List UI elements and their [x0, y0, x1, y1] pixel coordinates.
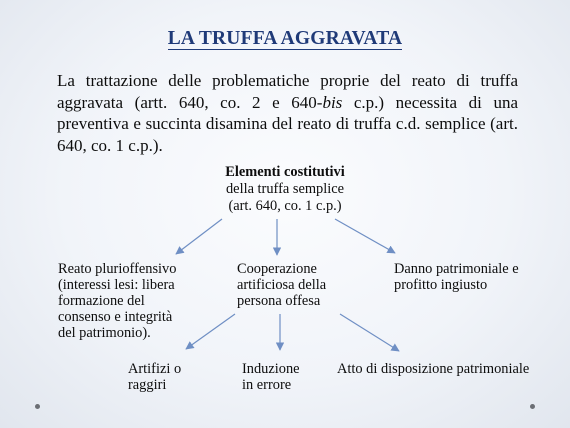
arrow-root-to-right: [335, 219, 395, 253]
root-heading: Elementi costitutivi: [225, 164, 345, 180]
node-danno-line2: profitto ingiusto: [394, 277, 488, 293]
arrow-middle-to-left: [186, 314, 235, 349]
node-cooperazione-line3: persona offesa: [237, 293, 321, 309]
node-artifizi-line2: raggiri: [128, 377, 167, 393]
node-plurioffensivo-line2: (interessi lesi: libera: [58, 277, 175, 293]
node-plurioffensivo-line1: Reato plurioffensivo: [58, 261, 177, 277]
root-subheading: della truffa semplice: [225, 181, 344, 197]
node-plurioffensivo-line4: consenso e integrità: [58, 309, 173, 325]
node-plurioffensivo-line3: formazione del: [58, 293, 145, 309]
node-cooperazione-line2: artificiosa della: [237, 277, 327, 293]
node-induzione-line1: Induzione: [242, 361, 300, 377]
node-plurioffensivo-line5: del patrimonio).: [58, 325, 151, 341]
corner-dot-left: [35, 404, 40, 409]
intro-text-italic: bis: [322, 92, 343, 112]
node-induzione-line2: in errore: [242, 377, 292, 393]
slide-title-text: LA TRUFFA AGGRAVATA: [167, 28, 403, 49]
corner-dot-right: [530, 404, 535, 409]
node-danno-line1: Danno patrimoniale e: [394, 261, 519, 277]
root-reference: (art. 640, co. 1 c.p.): [228, 198, 342, 214]
intro-text-part1: La trattazione delle problematiche proprie del reato di truffa aggravata (artt. 640, co. 2 e 640-: [57, 71, 518, 112]
arrow-root-to-left: [176, 219, 222, 254]
node-atto-disposizione: Atto di disposizione patrimoniale: [337, 361, 530, 377]
intro-text-part2: c.p.) necessita di una preventiva e succinta disamina del reato di truffa c.d. semplice (art. 640, co. 1 c.p.).: [57, 92, 518, 155]
node-cooperazione-line1: Cooperazione: [237, 261, 317, 277]
node-artifizi-line1: Artifizi o: [128, 361, 182, 377]
arrow-middle-to-right: [340, 314, 399, 351]
